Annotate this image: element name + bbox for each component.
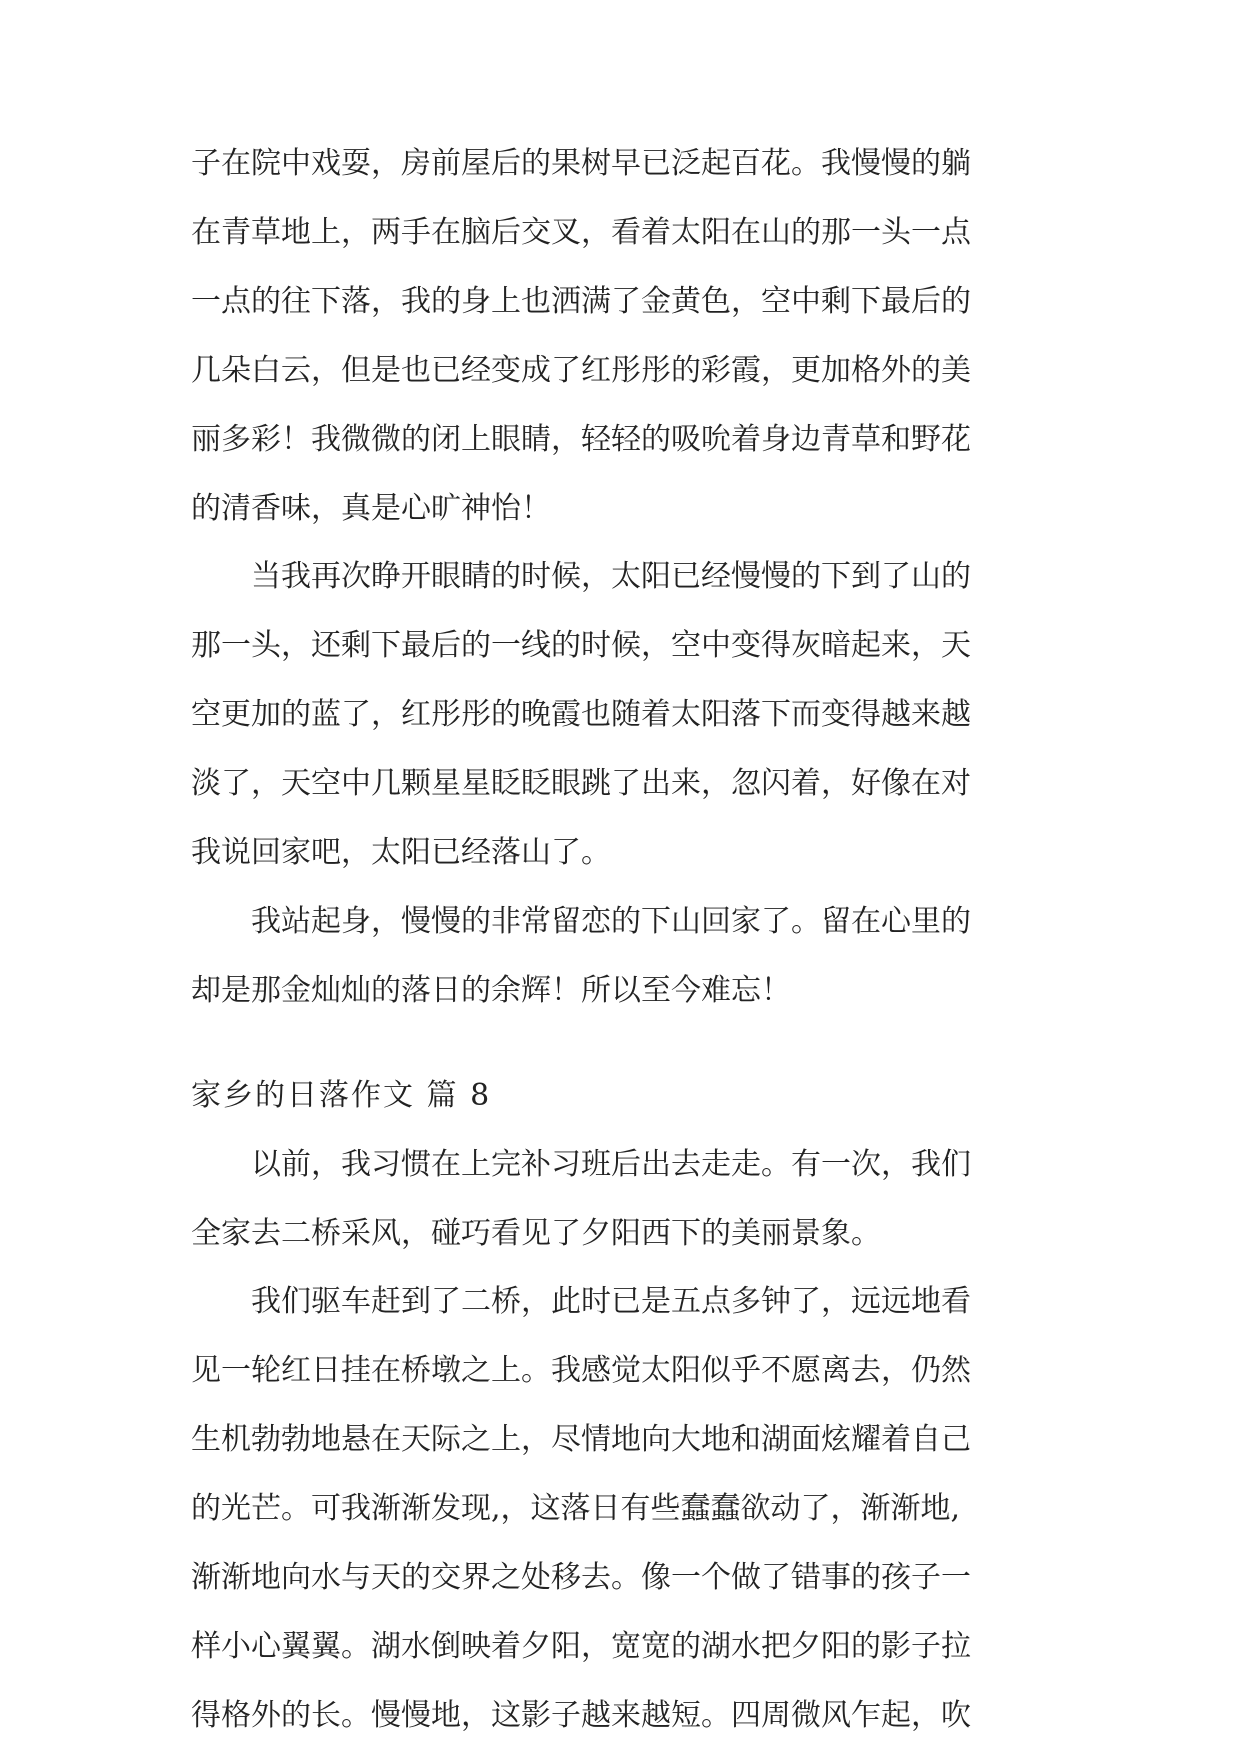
text-line: 却是那金灿灿的落日的余辉！所以至今难忘！ (191, 973, 791, 1008)
section-heading: 家乡的日落作文 篇 8 (191, 1078, 492, 1113)
text-line: 得格外的长。慢慢地，这影子越来越短。四周微风乍起，吹 (191, 1698, 971, 1733)
text-line: 以前，我习惯在上完补习班后出去走走。有一次，我们 (191, 1147, 971, 1182)
text-line: 淡了，天空中几颗星星眨眨眼跳了出来，忽闪着，好像在对 (191, 766, 971, 801)
text-line: 丽多彩！我微微的闭上眼睛，轻轻的吸吮着身边青草和野花 (191, 422, 971, 457)
text-line: 我站起身，慢慢的非常留恋的下山回家了。留在心里的 (191, 904, 971, 939)
text-line: 空更加的蓝了，红彤彤的晚霞也随着太阳落下而变得越来越 (191, 697, 971, 732)
text-line: 见一轮红日挂在桥墩之上。我感觉太阳似乎不愿离去，仍然 (191, 1353, 971, 1388)
text-line: 样小心翼翼。湖水倒映着夕阳，宽宽的湖水把夕阳的影子拉 (191, 1629, 971, 1664)
text-line: 那一头，还剩下最后的一线的时候，空中变得灰暗起来，天 (191, 628, 971, 663)
text-line: 子在院中戏耍，房前屋后的果树早已泛起百花。我慢慢的躺 (191, 146, 971, 181)
text-line: 在青草地上，两手在脑后交叉，看着太阳在山的那一头一点 (191, 215, 971, 250)
text-line: 全家去二桥采风，碰巧看见了夕阳西下的美丽景象。 (191, 1216, 881, 1251)
text-line: 生机勃勃地悬在天际之上，尽情地向大地和湖面炫耀着自己 (191, 1422, 971, 1457)
text-line: 渐渐地向水与天的交界之处移去。像一个做了错事的孩子一 (191, 1560, 971, 1595)
text-line: 的光芒。可我渐渐发现,，这落日有些蠢蠢欲动了，渐渐地, (191, 1491, 961, 1526)
text-line: 我说回家吧，太阳已经落山了。 (191, 835, 611, 870)
text-line: 当我再次睁开眼睛的时候，太阳已经慢慢的下到了山的 (191, 559, 971, 594)
text-line: 我们驱车赶到了二桥，此时已是五点多钟了，远远地看 (191, 1284, 971, 1319)
text-line: 一点的往下落，我的身上也洒满了金黄色，空中剩下最后的 (191, 284, 971, 319)
text-line: 几朵白云，但是也已经变成了红彤彤的彩霞，更加格外的美 (191, 353, 971, 388)
text-line: 的清香味，真是心旷神怡！ (191, 491, 551, 526)
